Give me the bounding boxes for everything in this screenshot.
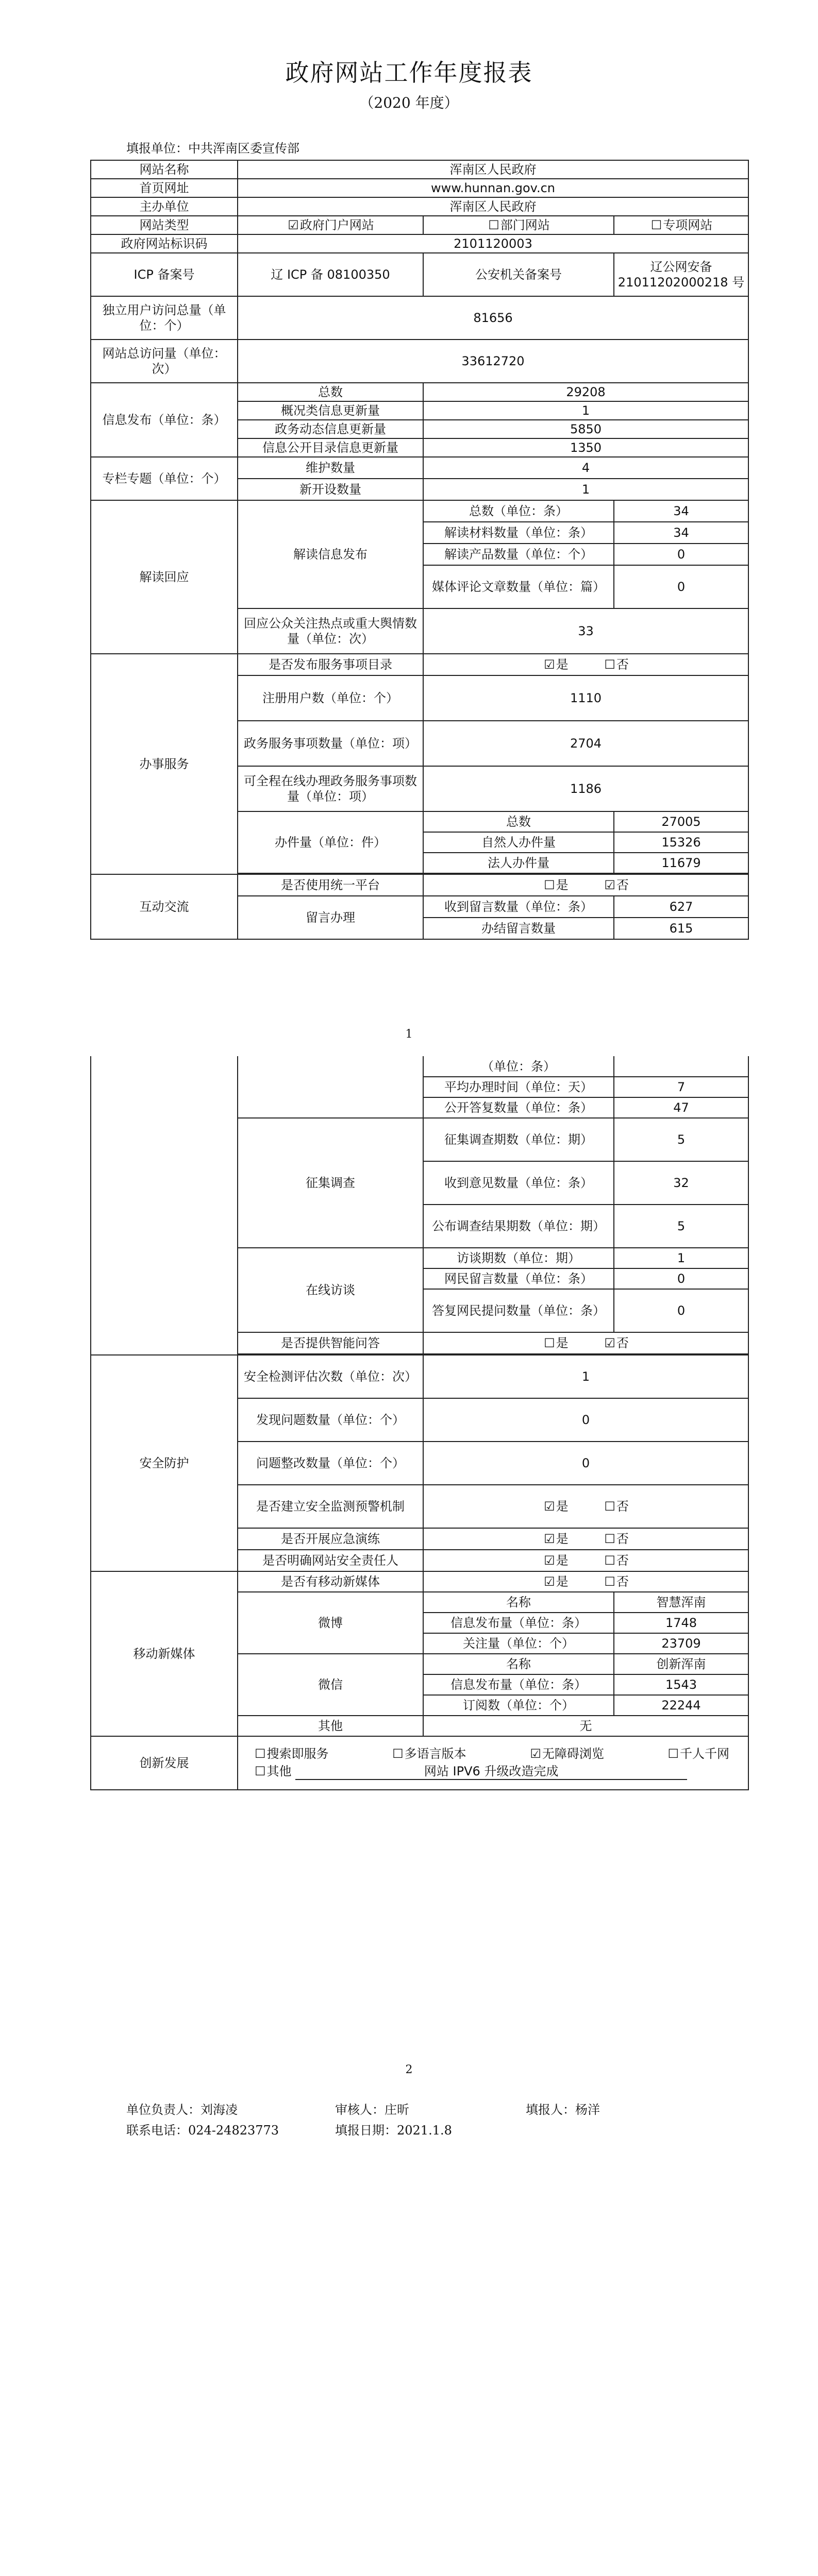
page-number: 2 [405,2063,413,2076]
filler: 填报人：杨洋 [526,2103,600,2117]
unchecked-box-icon: ☐ [255,1747,266,1761]
service-items: 2704 [423,721,748,766]
interact-answer: 0 [614,1289,748,1332]
report-table-page2 [90,1056,749,1790]
interpret-media: 0 [614,565,748,608]
unchecked-box-icon: ☐ [604,1499,615,1514]
pv-value: 33612720 [238,340,748,383]
interact-concluded-label: 办结留言数量 [423,918,614,939]
mobile-has-label: 是否有移动新媒体 [238,1571,423,1592]
security-fixed-label: 问题整改数量（单位：个） [238,1442,423,1485]
unchecked-box-icon: ☐ [544,878,555,892]
mobile-weibo-label: 微博 [238,1592,423,1654]
security-warning-label: 是否建立安全监测预警机制 [238,1485,423,1528]
mobile-wechat-posts: 1543 [614,1674,748,1695]
security-fixed: 0 [423,1442,748,1485]
mobile-other: 无 [423,1716,748,1736]
service-volume-total: 27005 [614,811,748,832]
interact-cont-unit: （单位：条） [423,1056,614,1077]
interpret-respond-label: 回应公众关注热点或重大舆情数量（单位：次） [238,608,423,654]
interact-avg-days: 7 [614,1077,748,1097]
mobile-wechat-subs-label: 订阅数（单位：个） [423,1695,614,1716]
innovation-options: ☐搜索即服务 ☐多语言版本 ☑无障碍浏览 ☐千人千网 ☐其他 网站 IPV6 升级改造完成 [238,1736,748,1790]
page-number: 1 [405,1028,413,1041]
interact-platform-choice: ☐是 ☑否 [423,874,748,896]
report-title: 政府网站工作年度报表 [285,59,533,87]
info-dynamic: 5850 [423,420,748,438]
checked-box-icon: ☑ [544,1574,555,1589]
checked-box-icon: ☑ [604,878,615,892]
checked-box-icon: ☑ [544,657,555,672]
police-value: 辽公网安备 21011202000218 号 [614,253,748,296]
interpret-total-label: 总数（单位：条） [423,500,614,522]
home-url: www.hunnan.gov.cn [238,179,748,197]
mobile-wechat-name: 创新浑南 [614,1654,748,1674]
pv-label: 网站总访问量（单位：次） [91,340,238,383]
site-type-option-portal: ☑政府门户网站 [238,216,423,234]
site-id-label: 政府网站标识码 [91,234,238,253]
reviewer: 审核人：庄昕 [335,2103,409,2117]
security-officer-label: 是否明确网站安全责任人 [238,1550,423,1571]
site-name-label: 网站名称 [91,160,238,179]
unchecked-box-icon: ☐ [544,1336,555,1350]
security-checks-label: 安全检测评估次数（单位：次） [238,1355,423,1398]
unchecked-box-icon: ☐ [650,218,662,232]
service-person-label: 自然人办件量 [423,832,614,853]
mobile-weibo-follow-label: 关注量（单位：个） [423,1633,614,1654]
interact-label: 互动交流 [91,874,238,939]
service-users-label: 注册用户数（单位：个） [238,675,423,721]
info-total: 29208 [423,383,748,401]
info-catalog: 1350 [423,438,748,457]
unchecked-box-icon: ☐ [255,1764,266,1778]
mobile-label: 移动新媒体 [91,1571,238,1736]
interpret-product-label: 解读产品数量（单位：个） [423,544,614,565]
mobile-other-label: 其他 [238,1716,423,1736]
mobile-wechat-label: 微信 [238,1654,423,1716]
mobile-weibo-name-label: 名称 [423,1592,614,1613]
service-items-label: 政务服务事项数量（单位：项） [238,721,423,766]
mobile-weibo-posts-label: 信息发布量（单位：条） [423,1613,614,1633]
topic-new: 1 [423,479,748,500]
topic-label: 专栏专题（单位：个） [91,457,238,500]
security-drill-label: 是否开展应急演练 [238,1528,423,1550]
service-users: 1110 [423,675,748,721]
interact-netizen-label: 网民留言数量（单位：条） [423,1268,614,1289]
security-checks: 1 [423,1355,748,1398]
checked-box-icon: ☑ [544,1553,555,1568]
service-volume-label: 办件量（单位：件） [238,811,423,873]
mobile-wechat-posts-label: 信息发布量（单位：条） [423,1674,614,1695]
interact-interview-label: 在线访谈 [238,1248,423,1332]
fill-unit: 填报单位：中共浑南区委宣传部 [126,141,299,156]
interact-continued [91,1056,238,1355]
topic-maintain: 4 [423,457,748,479]
interact-netizen: 0 [614,1268,748,1289]
contact-phone: 联系电话：024-24823773 [126,2123,279,2138]
interact-message-label: 留言办理 [238,896,423,939]
fill-date: 填报日期：2021.1.8 [335,2123,452,2138]
service-online: 1186 [423,766,748,811]
unchecked-box-icon: ☐ [604,1532,615,1546]
service-legal: 11679 [614,853,748,873]
interpret-total: 34 [614,500,748,522]
interact-message-continued [238,1056,423,1118]
interpret-label: 解读回应 [91,500,238,654]
report-table-page1 [90,160,749,940]
site-type-option-special: ☐专项网站 [614,216,748,234]
interact-survey-label: 征集调查 [238,1118,423,1248]
unchecked-box-icon: ☐ [392,1747,404,1761]
info-overview-label: 概况类信息更新量 [238,401,423,420]
unchecked-box-icon: ☐ [667,1747,679,1761]
unit-head: 单位负责人：刘海凌 [126,2103,238,2117]
service-volume-total-label: 总数 [423,811,614,832]
mobile-weibo-name: 智慧浑南 [614,1592,748,1613]
interact-qa-label: 是否提供智能问答 [238,1332,423,1354]
uv-label: 独立用户访问总量（单位：个） [91,296,238,340]
info-total-label: 总数 [238,383,423,401]
interpret-publish-label: 解读信息发布 [238,500,423,608]
interpret-media-label: 媒体评论文章数量（单位：篇） [423,565,614,608]
checked-box-icon: ☑ [530,1747,541,1761]
uv-value: 81656 [238,296,748,340]
interact-survey-count-label: 征集调查期数（单位：期） [423,1118,614,1161]
service-person: 15326 [614,832,748,853]
interact-public: 47 [614,1097,748,1118]
interact-survey-count: 5 [614,1118,748,1161]
icp-value: 辽 ICP 备 08100350 [238,253,423,296]
police-label: 公安机关备案号 [423,253,614,296]
home-url-label: 首页网址 [91,179,238,197]
interact-results-label: 公布调查结果期数（单位：期） [423,1205,614,1248]
service-directory-choice: ☑是 ☐否 [423,654,748,675]
interpret-material-label: 解读材料数量（单位：条） [423,522,614,544]
sponsor-label: 主办单位 [91,197,238,216]
info-dynamic-label: 政务动态信息更新量 [238,420,423,438]
service-directory-label: 是否发布服务事项目录 [238,654,423,675]
mobile-wechat-subs: 22244 [614,1695,748,1716]
interpret-material: 34 [614,522,748,544]
service-label: 办事服务 [91,654,238,874]
site-type-option-dept: ☐部门网站 [423,216,614,234]
info-catalog-label: 信息公开目录信息更新量 [238,438,423,457]
mobile-has-choice: ☑是 ☐否 [423,1571,748,1592]
unchecked-box-icon: ☐ [604,657,615,672]
site-name: 浑南区人民政府 [238,160,748,179]
info-label: 信息发布（单位：条） [91,383,238,457]
unchecked-box-icon: ☐ [604,1574,615,1589]
info-overview: 1 [423,401,748,420]
checked-box-icon: ☑ [544,1499,555,1514]
interact-received-label: 收到留言数量（单位：条） [423,896,614,918]
interact-interview-count: 1 [614,1248,748,1268]
interpret-product: 0 [614,544,748,565]
report-subtitle: （2020 年度） [359,94,459,111]
mobile-weibo-posts: 1748 [614,1613,748,1633]
security-officer-choice: ☑是 ☐否 [423,1550,748,1571]
interpret-respond: 33 [423,608,748,654]
sponsor: 浑南区人民政府 [238,197,748,216]
security-found-label: 发现问题数量（单位：个） [238,1398,423,1442]
topic-new-label: 新开设数量 [238,479,423,500]
checked-box-icon: ☑ [288,218,299,232]
unchecked-box-icon: ☐ [604,1553,615,1568]
innovation-label: 创新发展 [91,1736,238,1790]
mobile-wechat-name-label: 名称 [423,1654,614,1674]
interact-cont-empty [614,1056,748,1077]
mobile-weibo-follow: 23709 [614,1633,748,1654]
icp-label: ICP 备案号 [91,253,238,296]
site-type-label: 网站类型 [91,216,238,234]
interact-opinions: 32 [614,1161,748,1205]
site-id: 2101120003 [238,234,748,253]
checked-box-icon: ☑ [544,1532,555,1546]
interact-opinions-label: 收到意见数量（单位：条） [423,1161,614,1205]
checked-box-icon: ☑ [604,1336,615,1350]
security-found: 0 [423,1398,748,1442]
interact-results: 5 [614,1205,748,1248]
security-drill-choice: ☑是 ☐否 [423,1528,748,1550]
interact-public-label: 公开答复数量（单位：条） [423,1097,614,1118]
interact-concluded: 615 [614,918,748,939]
innovation-other-text: 网站 IPV6 升级改造完成 [295,1764,687,1780]
unchecked-box-icon: ☐ [488,218,499,232]
topic-maintain-label: 维护数量 [238,457,423,479]
interact-platform-label: 是否使用统一平台 [238,874,423,896]
interact-received: 627 [614,896,748,918]
interact-answer-label: 答复网民提问数量（单位：条） [423,1289,614,1332]
interact-qa-choice: ☐是 ☑否 [423,1332,748,1354]
interact-interview-count-label: 访谈期数（单位：期） [423,1248,614,1268]
interact-avg-days-label: 平均办理时间（单位：天） [423,1077,614,1097]
service-legal-label: 法人办件量 [423,853,614,873]
security-label: 安全防护 [91,1355,238,1571]
service-online-label: 可全程在线办理政务服务事项数量（单位：项） [238,766,423,811]
security-warning-choice: ☑是 ☐否 [423,1485,748,1528]
